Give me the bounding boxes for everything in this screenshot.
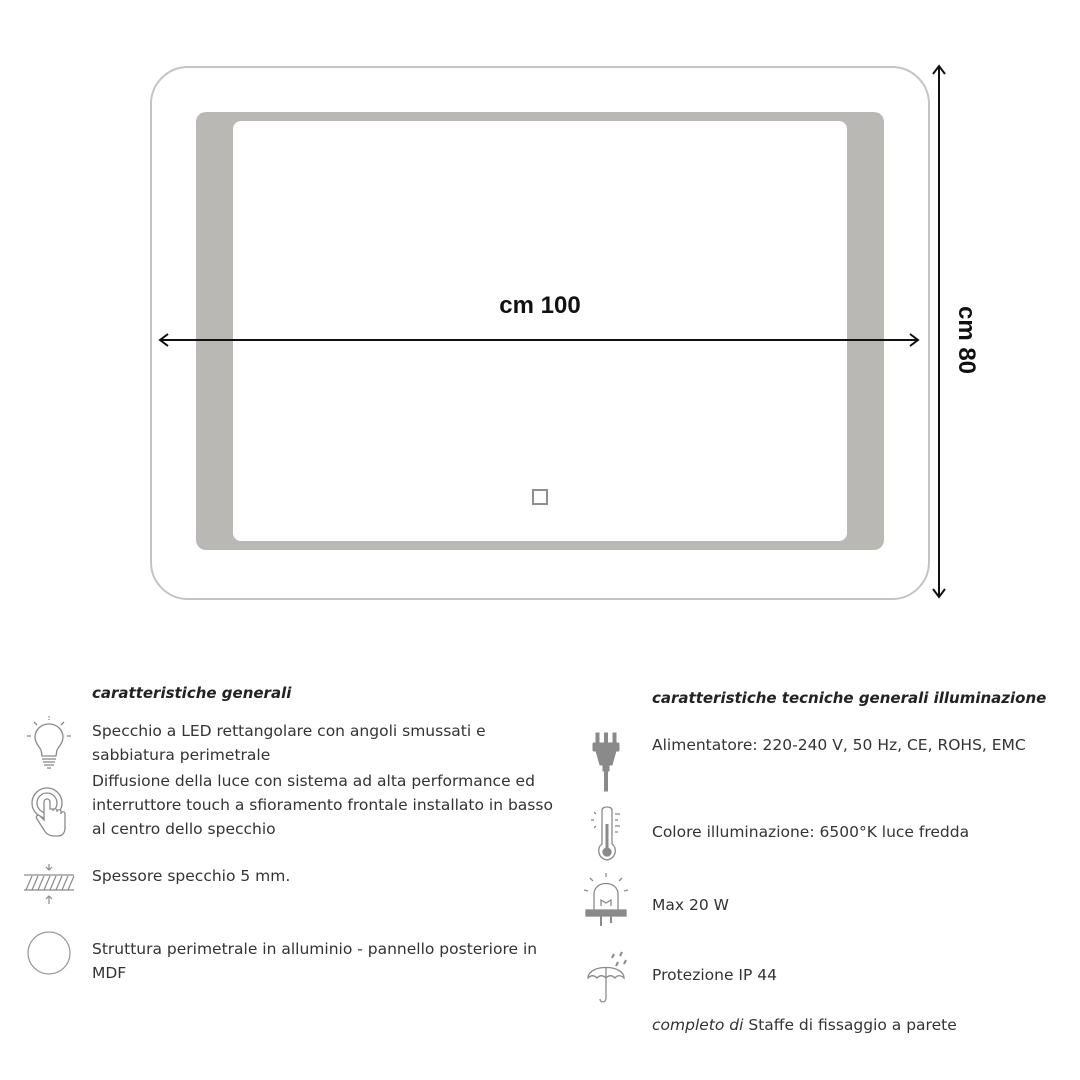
technical-item-4-text: Protezione IP 44 [652,966,777,984]
umbrella-rain-icon [584,948,632,1006]
general-item-4-text: Struttura perimetrale in alluminio - pannello posteriore in MDF [92,940,538,982]
general-item-1-text: Specchio a LED rettangolare con angoli smussati e sabbiatura perimetrale [92,722,486,764]
included-label: completo di [652,1016,744,1034]
lightbulb-icon [26,714,72,772]
general-features-heading: caratteristiche generali [92,684,292,702]
technical-features-heading: caratteristiche tecniche generali illuminazione [652,689,1047,707]
height-dimension-label: cm 80 [953,305,980,375]
led-bulb-icon [582,872,630,930]
general-item-2-text: Diffusione della luce con sistema ad alta performance ed interruttore touch a sfioramento frontale installato in basso al centro dello specchio [92,772,553,838]
power-plug-icon [590,731,622,793]
included-value: Staffe di fissaggio a parete [743,1016,957,1034]
technical-item-3-text: Max 20 W [652,896,729,914]
height-arrow [933,66,945,597]
width-arrow [160,334,918,346]
included-accessories-text [652,1013,1072,1037]
technical-item-2-text: Colore illuminazione: 6500°K luce fredda [652,823,970,841]
thickness-icon [22,863,76,907]
technical-item-1-text: Alimentatore: 220-240 V, 50 Hz, CE, ROHS, EMC [652,736,1026,754]
general-item-3-text: Spessore specchio 5 mm. [92,867,291,885]
width-dimension-label: cm 100 [499,292,581,319]
touch-finger-icon [28,786,70,838]
thermometer-icon [587,802,627,864]
circle-icon [26,930,72,976]
